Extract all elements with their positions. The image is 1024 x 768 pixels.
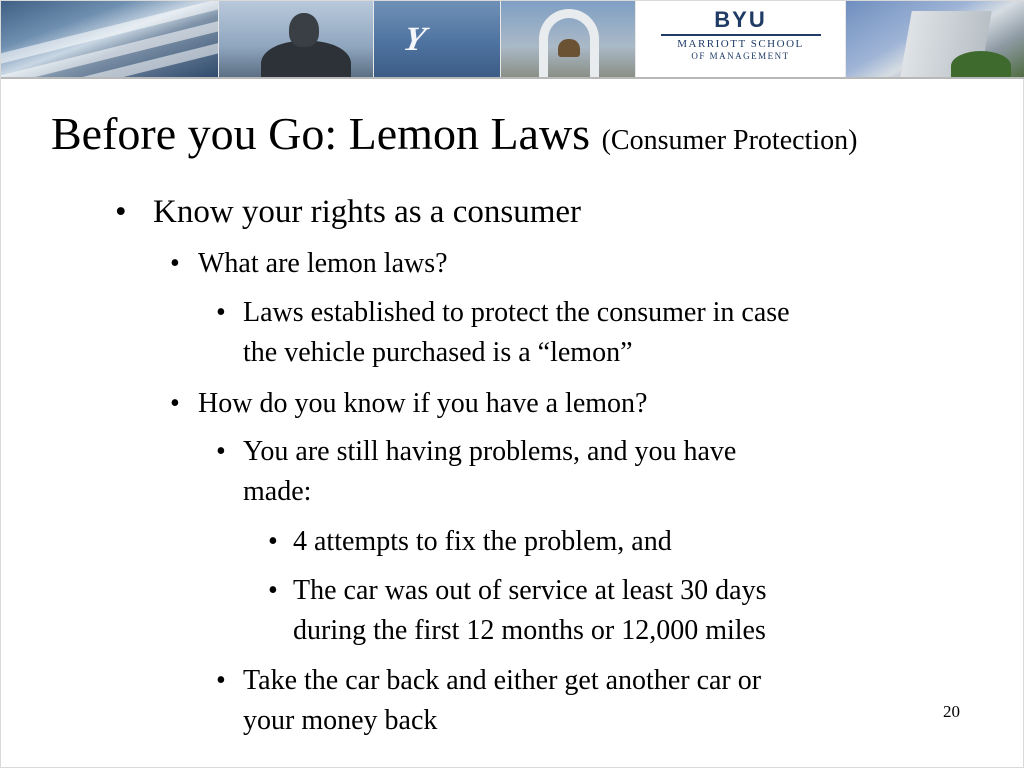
banner-photo-building-glass — [1, 1, 219, 77]
bullet-dot: • — [216, 665, 226, 696]
bullet-text-line2: during the first 12 months or 12,000 miles — [293, 615, 766, 646]
header-banner — [1, 1, 1024, 79]
logo-byu-text: BYU — [714, 7, 767, 32]
bullet-text-line2: the vehicle purchased is a “lemon” — [243, 337, 633, 368]
logo-management-text: OF MANAGEMENT — [691, 51, 790, 61]
bullet-dot: • — [216, 436, 226, 467]
bullet-text-line1: You are still having problems, and you have — [243, 436, 737, 467]
bullet-dot: • — [115, 194, 127, 230]
slide-title — [51, 107, 857, 168]
bullet-text-line1: Laws established to protect the consumer in case — [243, 297, 790, 328]
bullet-how-do-you-know — [170, 387, 648, 421]
page-number: 20 — [943, 702, 960, 721]
bullet-dot: • — [268, 526, 278, 557]
bullet-dot: • — [216, 297, 226, 328]
slide-title-main: Before you Go: Lemon Laws — [51, 108, 591, 159]
y-logo-glyph: Y — [400, 21, 429, 58]
bullet-dot: • — [170, 248, 180, 279]
banner-photo-bell-arch — [501, 1, 636, 77]
bullet-text: 4 attempts to fix the problem, and — [293, 526, 672, 557]
bullet-text-line2: made: — [243, 476, 312, 507]
bullet-text-line2: your money back — [243, 705, 438, 736]
bell-icon — [558, 39, 580, 57]
banner-photo-statue — [219, 1, 374, 77]
slide-title-sub: (Consumer Protection) — [601, 125, 858, 156]
bullet-still-having-problems — [216, 432, 737, 512]
bullet-four-attempts — [268, 522, 672, 562]
bullet-text-line1: The car was out of service at least 30 days — [293, 575, 767, 606]
bullet-take-car-back — [216, 661, 762, 741]
byu-marriott-logo — [636, 1, 846, 77]
bullet-out-of-service — [268, 571, 767, 651]
bullet-text-line1: Take the car back and either get another car or — [243, 665, 762, 696]
banner-photo-y-mountain — [374, 1, 501, 77]
bullet-what-are-lemon-laws — [170, 247, 448, 281]
logo-school-text: MARRIOTT SCHOOL — [677, 38, 804, 50]
bullet-laws-established — [216, 293, 790, 373]
bullet-dot: • — [170, 388, 180, 419]
bullet-know-rights — [115, 192, 582, 232]
banner-photo-campus-building — [846, 1, 1024, 77]
bullet-text: How do you know if you have a lemon? — [198, 388, 648, 419]
bullet-text: What are lemon laws? — [198, 248, 448, 279]
bullet-dot: • — [268, 575, 278, 606]
bullet-text: Know your rights as a consumer — [153, 194, 582, 230]
